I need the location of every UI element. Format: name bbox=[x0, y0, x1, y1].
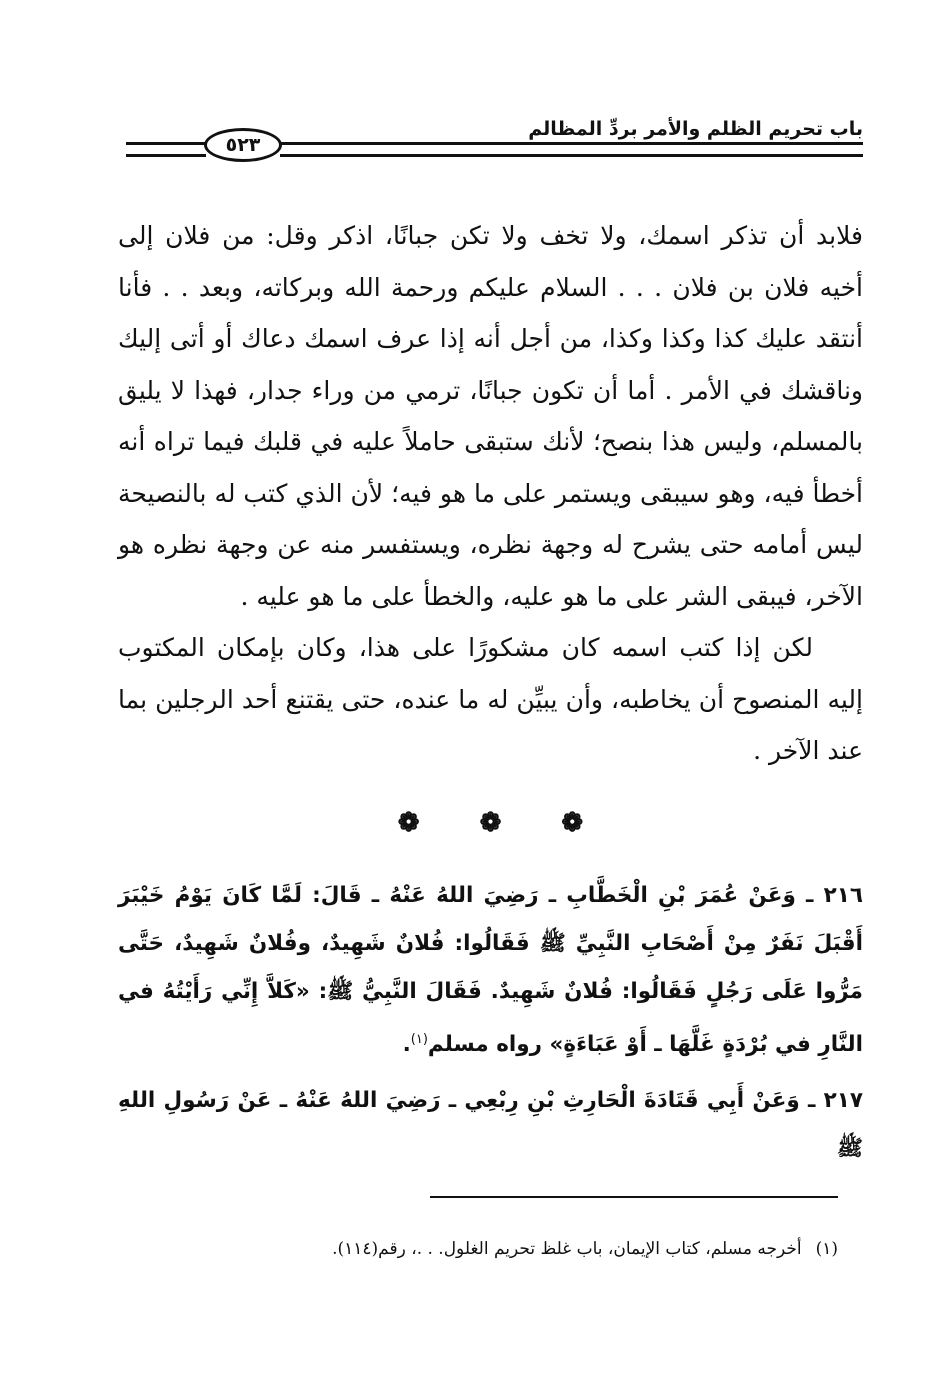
footnote bbox=[118, 1236, 838, 1262]
header-rule-left bbox=[126, 142, 206, 157]
section-separator bbox=[118, 808, 863, 838]
page-number: ٥٢٣ bbox=[204, 128, 282, 162]
star-ornament-icon: ❁ bbox=[479, 808, 502, 838]
paragraph-2: لكن إذا كتب اسمه كان مشكورًا على هذا، وكان بإمكان المكتوب إليه المنصوح أن يخاطبه، وأن يبيِّن له ما عنده، حتى يقتنع أحد الرجلين بما عند الآخر . bbox=[118, 633, 863, 765]
chapter-title: باب تحريم الظلم والأمر بردِّ المظالم bbox=[528, 118, 863, 140]
paragraph-1: فلابد أن تذكر اسمك، ولا تخف ولا تكن جبانًا، اذكر وقل: من فلان إلى أخيه فلان بن فلان . . . السلام عليكم ورحمة الله وبركاته، وبعد . . فأنا أنتقد عليك كذا وكذا وكذا، من أجل أنه إذا عرف اسمك دعاك أو أتى إليك وناقشك في الأمر . أما أن تكون جبانًا، ترمي من وراء جدار، فهذا لا يليق بالمسلم، وليس هذا بنصح؛ لأنك ستبقى حاملاً عليه في قلبك فيما تراه أنه أخطأ فيه، وهو سيبقى ويستمر على ما هو فيه؛ لأن الذي كتب له بالنصيحة ليس أمامه حتى يشرح له وجهة نظره، ويستفسر منه عن وجهة نظره هو الآخر، فيبقى الشر على ما هو عليه، والخطأ على ما هو عليه . bbox=[118, 221, 863, 611]
footnote-reference: (١) bbox=[410, 1032, 428, 1047]
hadith-216-text: ٢١٦ ـ وَعَنْ عُمَرَ بْنِ الْخَطَّابِ ـ رَضِيَ اللهُ عَنْهُ ـ قَالَ: لَمَّا كَانَ يَوْمُ خَيْبَرَ أَقْبَلَ نَفَرٌ مِنْ أَصْحَابِ النَّبِيِّ ﷺ فَقَالُوا: فُلانٌ شَهِيدٌ، وفُلانٌ شَهِيدٌ، حَتَّى مَرُّوا عَلَى رَجُلٍ فَقَالُوا: فُلانٌ شَهِيدٌ. فَقَالَ النَّبِيُّ ﷺ: «كَلاَّ إِنِّي رَأَيْتُهُ في النَّارِ في بُرْدَةٍ غَلَّهَا ـ أَوْ عَبَاءَةٍ» رواه مسلم bbox=[118, 883, 863, 1058]
body-text bbox=[118, 210, 863, 777]
footnote-divider bbox=[430, 1196, 838, 1198]
star-ornament-icon: ❁ bbox=[397, 808, 420, 838]
hadith-section bbox=[118, 872, 863, 1173]
footnote-marker: (١) bbox=[815, 1239, 838, 1259]
hadith-216: ٢١٦ ـ وَعَنْ عُمَرَ بْنِ الْخَطَّابِ ـ رَضِيَ اللهُ عَنْهُ ـ قَالَ: لَمَّا كَانَ يَوْمُ خَيْبَرَ أَقْبَلَ نَفَرٌ مِنْ أَصْحَابِ النَّبِيِّ ﷺ فَقَالُوا: فُلانٌ شَهِيدٌ، وفُلانٌ شَهِيدٌ، حَتَّى مَرُّوا عَلَى رَجُلٍ فَقَالُوا: فُلانٌ شَهِيدٌ. فَقَالَ النَّبِيُّ ﷺ: «كَلاَّ إِنِّي رَأَيْتُهُ في النَّارِ في بُرْدَةٍ غَلَّهَا ـ أَوْ عَبَاءَةٍ» رواه مسلم$^{(١)}$. bbox=[118, 883, 863, 1058]
footnote-text: أخرجه مسلم، كتاب الإيمان، باب غلظ تحريم الغلول. . .، رقم(١١٤). bbox=[332, 1239, 802, 1259]
header-rule-right bbox=[280, 142, 863, 157]
hadith-217: ٢١٧ ـ وَعَنْ أَبِي قَتَادَةَ الْحَارِثِ بْنِ رِبْعِي ـ رَضِيَ اللهُ عَنْهُ ـ عَنْ رَسُولِ اللهِ ﷺ bbox=[118, 1088, 863, 1162]
page-header bbox=[118, 112, 863, 162]
star-ornament-icon: ❁ bbox=[561, 808, 584, 838]
